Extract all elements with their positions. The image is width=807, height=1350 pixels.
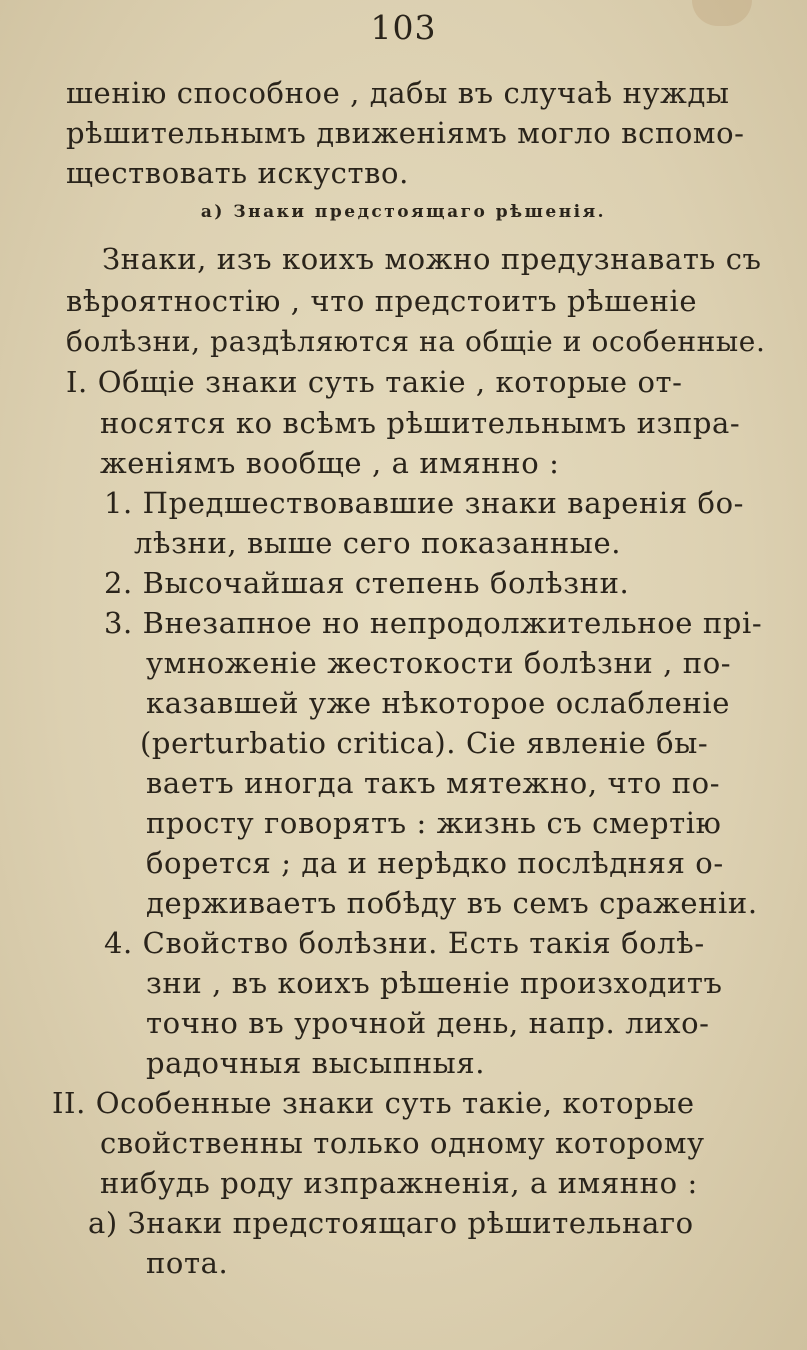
text-line: радочныя высыпныя. bbox=[146, 1046, 486, 1080]
list-item-3: 3. Внезапное но непродолжительное прі- bbox=[104, 606, 763, 640]
text-line: просту говорятъ : жизнь съ смертію bbox=[146, 806, 722, 840]
list-item-2: 2. Высочайшая степень болѣзни. bbox=[104, 566, 630, 600]
text-line: борется ; да и нерѣдко послѣдняя о- bbox=[146, 846, 724, 880]
text-line: держиваетъ побѣду въ семъ сраженіи. bbox=[146, 886, 758, 920]
text-line: носятся ко всѣмъ рѣшительнымъ изпра- bbox=[100, 406, 741, 440]
text-line: лѣзни, выше сего показанные. bbox=[134, 526, 622, 560]
section-subheading: а) Знаки предстоящаго рѣшенія. bbox=[200, 202, 607, 222]
text-line: вѣроятностію , что предстоитъ рѣшеніе bbox=[66, 284, 698, 318]
text-line: пота. bbox=[146, 1246, 229, 1280]
text-line: нибудь роду изпражненія, а имянно : bbox=[100, 1166, 698, 1200]
text-line: умноженіе жестокости болѣзни , по- bbox=[146, 646, 732, 680]
text-line: шенію способное , дабы въ случаѣ нужды bbox=[66, 76, 730, 110]
text-line: точно въ урочной день, напр. лихо- bbox=[146, 1006, 710, 1040]
text-line: II. Особенные знаки суть такіе, которые bbox=[52, 1086, 695, 1120]
text-line: I. Общіе знаки суть такіе , которые от- bbox=[66, 365, 683, 399]
text-line: болѣзни, раздѣляются на общіе и особенные. bbox=[66, 325, 766, 358]
text-line: женіямъ вообще , а имянно : bbox=[100, 446, 560, 480]
text-line: казавшей уже нѣкоторое ослабленіе bbox=[146, 686, 730, 720]
text-line: ваетъ иногда такъ мятежно, что по- bbox=[146, 766, 721, 800]
list-item-a: а) Знаки предстоящаго рѣшительнаго bbox=[88, 1206, 694, 1240]
text-line: ществовать искуство. bbox=[66, 156, 409, 190]
text-line: свойственны только одному которому bbox=[100, 1126, 705, 1160]
list-item-1: 1. Предшествовавшие знаки варенія бо- bbox=[104, 486, 745, 520]
text-line-latin: (perturbatio critica). Сіе явленіе бы- bbox=[140, 726, 709, 760]
page-number: 103 bbox=[370, 8, 437, 47]
text-line: рѣшительнымъ движеніямъ могло вспомо- bbox=[66, 116, 745, 150]
text-line: зни , въ коихъ рѣшеніе произходитъ bbox=[146, 966, 723, 1000]
list-item-4: 4. Свойство болѣзни. Есть такія болѣ- bbox=[104, 926, 705, 960]
text-line: Знаки, изъ коихъ можно предузнавать съ bbox=[102, 242, 762, 276]
